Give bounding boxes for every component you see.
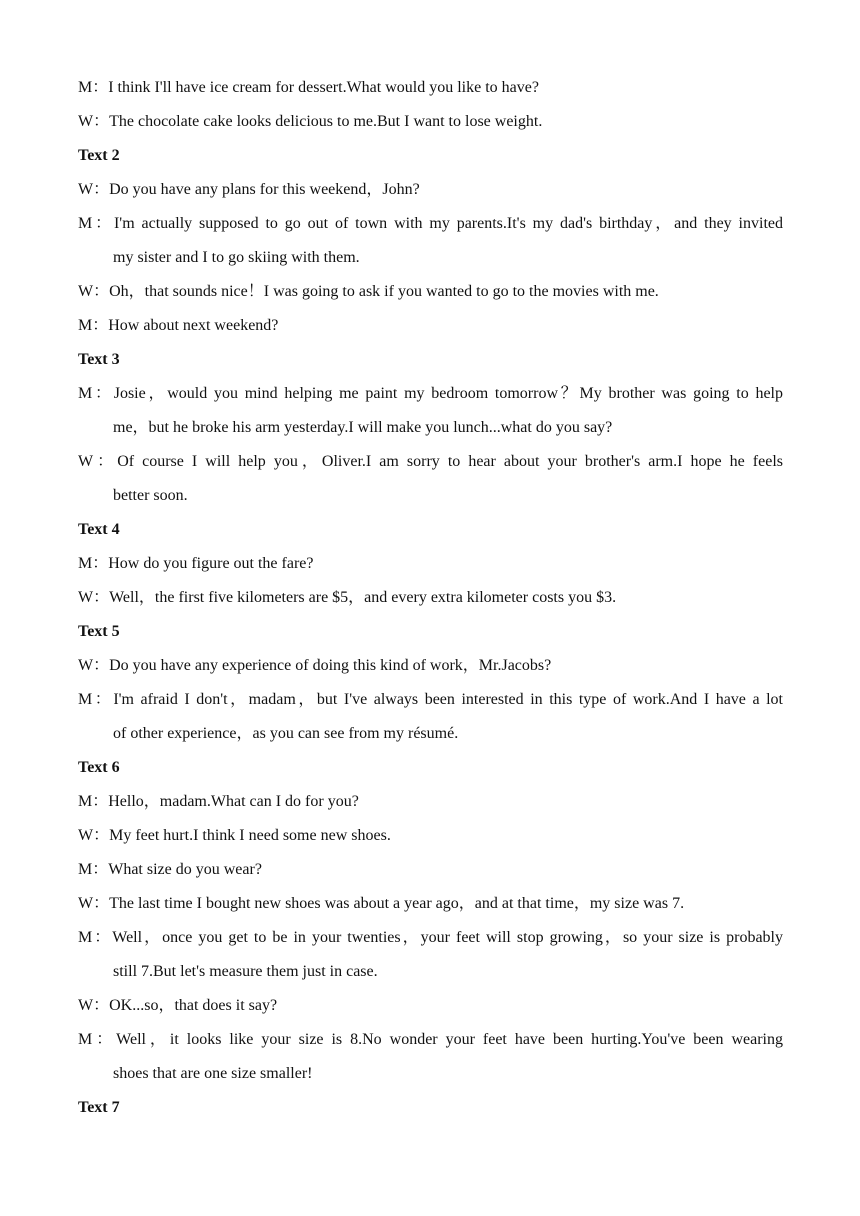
dialogue-line: W：Oh，that sounds nice！I was going to ask if you wanted to go to the movies with me. (78, 283, 659, 300)
dialogue-line: M：What size do you wear? (78, 861, 262, 878)
dialogue-line: M：I'm afraid I don't，madam，but I've always been interested in this type of work.And I have a lot (78, 691, 783, 708)
dialogue-line: W：Of course I will help you，Oliver.I am sorry to hear about your brother's arm.I hope he feels (78, 453, 783, 470)
dialogue-line: M：Hello，madam.What can I do for you? (78, 793, 359, 810)
section-heading-text-4: Text 4 (78, 521, 120, 538)
dialogue-line: W：Well，the first five kilometers are $5，and every extra kilometer costs you $3. (78, 589, 617, 606)
dialogue-line-continuation: shoes that are one size smaller! (113, 1065, 313, 1082)
dialogue-line: W：The chocolate cake looks delicious to me.But I want to lose weight. (78, 113, 543, 130)
dialogue-line: W：My feet hurt.I think I need some new shoes. (78, 827, 391, 844)
dialogue-line: M：How do you figure out the fare? (78, 555, 314, 572)
document-page (78, 71, 783, 1125)
section-heading-text-3: Text 3 (78, 351, 120, 368)
dialogue-line: M：Well，it looks like your size is 8.No wonder your feet have been hurting.You've been wearing (78, 1031, 783, 1048)
dialogue-line-continuation: better soon. (113, 487, 188, 504)
dialogue-line: M：I'm actually supposed to go out of town with my parents.It's my dad's birthday，and they invited (78, 215, 783, 232)
dialogue-line: W：Do you have any plans for this weekend，John? (78, 181, 420, 198)
dialogue-line: M：I think I'll have ice cream for dessert.What would you like to have? (78, 79, 539, 96)
section-heading-text-5: Text 5 (78, 623, 120, 640)
dialogue-line-continuation: still 7.But let's measure them just in case. (113, 963, 378, 980)
dialogue-line: W：Do you have any experience of doing this kind of work，Mr.Jacobs? (78, 657, 552, 674)
dialogue-line-continuation: me，but he broke his arm yesterday.I will make you lunch...what do you say? (113, 419, 613, 436)
dialogue-line: W：The last time I bought new shoes was about a year ago，and at that time，my size was 7. (78, 895, 685, 912)
section-heading-text-2: Text 2 (78, 147, 120, 164)
section-heading-text-6: Text 6 (78, 759, 120, 776)
dialogue-line-continuation: of other experience，as you can see from my résumé. (113, 725, 459, 742)
dialogue-line: M：Well，once you get to be in your twenties，your feet will stop growing，so your size is probably (78, 929, 783, 946)
dialogue-line: M：Josie，would you mind helping me paint my bedroom tomorrow？My brother was going to help (78, 385, 783, 402)
dialogue-line: M：How about next weekend? (78, 317, 279, 334)
dialogue-line: W：OK...so，that does it say? (78, 997, 278, 1014)
section-heading-text-7: Text 7 (78, 1099, 120, 1116)
dialogue-line-continuation: my sister and I to go skiing with them. (113, 249, 360, 266)
